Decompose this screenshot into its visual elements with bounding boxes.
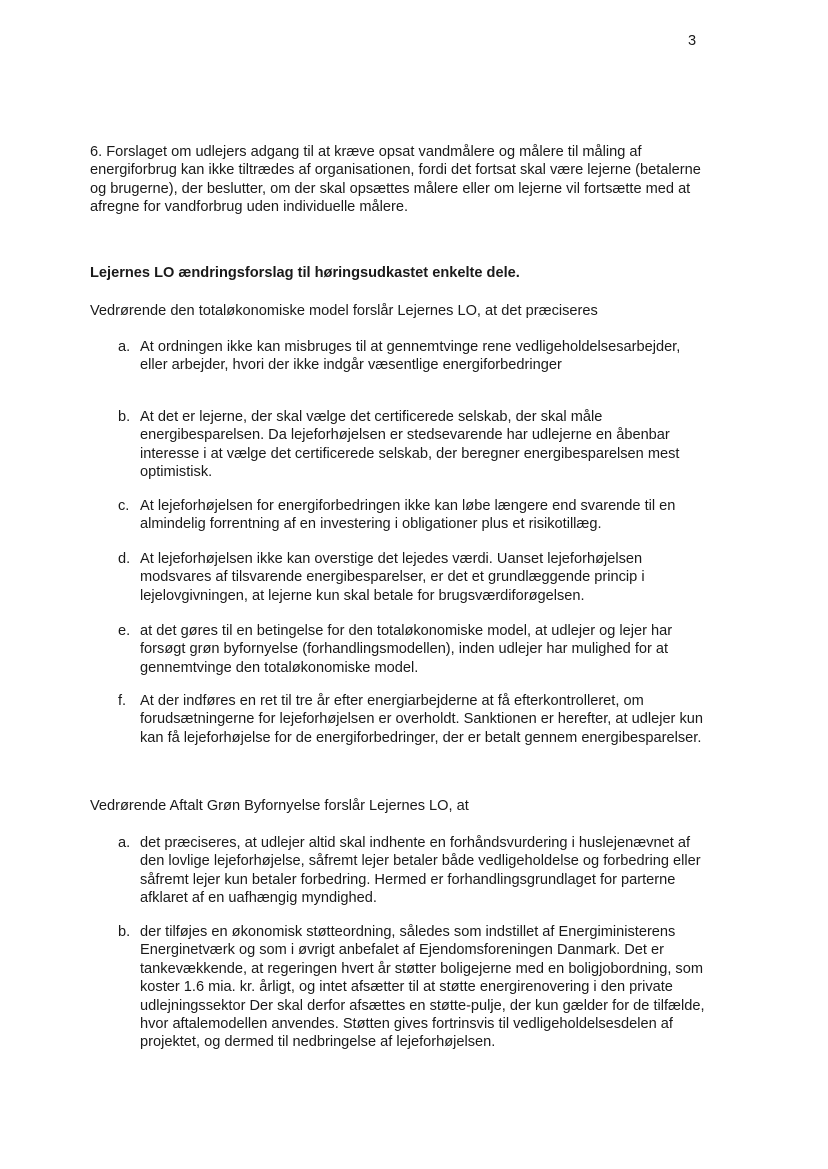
intro-green-urban-renewal: Vedrørende Aftalt Grøn Byfornyelse forslår Lejernes LO, at bbox=[90, 798, 469, 814]
list-item-text: At ordningen ikke kan misbruges til at gennemtvinge rene vedligeholdelsesarbejder, eller arbejder, hvori der ikke indgår væsentlige energiforbedringer bbox=[140, 339, 681, 374]
list-marker: f. bbox=[118, 693, 127, 709]
list-item-text: at det gøres til en betingelse for den totaløkonomiske model, at udlejer og lejer har forsøgt grøn byfornyelse (forhandlingsmodellen), inden udlejer har mulighed for at gennemtvinge den totaløkonomiske model. bbox=[140, 623, 673, 676]
list-item-text: At der indføres en ret til tre år efter energiarbejderne at få efterkontrolleret, om forudsætningerne for lejeforhøjelsen er overholdt. Sanktionen er herefter, at udlejer kun kan få lejeforhøjelse for de energiforbedringer, der er betalt gennem energibesparelser. bbox=[140, 693, 703, 746]
list-marker: b. bbox=[118, 924, 131, 940]
list-marker: a. bbox=[118, 339, 131, 355]
list-marker: c. bbox=[118, 498, 130, 514]
list-item-text: At lejeforhøjelsen for energiforbedringen ikke kan løbe længere end svarende til en almindelig forrentning af en investering i obligationer plus et risikotillæg. bbox=[140, 498, 676, 533]
list-marker: e. bbox=[118, 623, 131, 639]
list-marker: a. bbox=[118, 835, 131, 851]
list-marker: b. bbox=[118, 409, 131, 425]
list-marker: d. bbox=[118, 551, 131, 567]
page-number: 3 bbox=[688, 33, 697, 49]
list-item-text: At det er lejerne, der skal vælge det certificerede selskab, der skal måle energibesparelsen. Da lejeforhøjelsen er stedsevarende har udlejerne en åbenbar interesse i at vælge det certificerede selskab, der beregner energibesparelsen mest optimistisk. bbox=[140, 409, 680, 481]
intro-total-economic-model: Vedrørende den totaløkonomiske model forslår Lejernes LO, at det præciseres bbox=[90, 303, 598, 319]
list-item-text: At lejeforhøjelsen ikke kan overstige det lejedes værdi. Uanset lejeforhøjelsen modsvares af tilsvarende energibesparelser, er det et grundlæggende princip i lejelovgivningen, at lejerne kun skal betale for brugsværdiforøgelsen. bbox=[140, 551, 645, 604]
list-item-text: der tilføjes en økonomisk støtteordning, således som indstillet af Energiministerens Energinetværk og som i øvrigt anbefalet af Ejendomsforeningen Danmark. Det er tankevækkende, at regeringen hvert år støtter boligejerne med en boligjobordning, som koster 1.6 mia. kr. årligt, og intet afsætter til at støtte energirenovering i den private udlejningssektor Der skal derfor afsættes en støtte-pulje, der kun gælder for de tilfælde, hvor aftalemodellen anvendes. Støtten gives fortrinsvis til vedligeholdelsesdelen af projektet, og dermed til nedbringelse af lejeforhøjelsen. bbox=[140, 924, 705, 1051]
paragraph-6: 6. Forslaget om udlejers adgang til at kræve opsat vandmålere og målere til måling af energiforbrug kan ikke tiltrædes af organisationen, fordi det fortsat skal være lejerne (betalerne og brugerne), der beslutter, om der skal opsættes målere eller om lejerne vil fortsætte med at afregne for vandforbrug uden individuelle målere. bbox=[90, 144, 701, 216]
list-item-text: det præciseres, at udlejer altid skal indhente en forhåndsvurdering i huslejenævnet af den lovlige lejeforhøjelse, såfremt lejer betaler både vedligeholdelse og forbedring eller såfremt lejer kun betaler forbedring. Hermed er forhandlingsgrundlaget for parterne afklaret af en uafhængig myndighed. bbox=[140, 835, 701, 907]
section-heading: Lejernes LO ændringsforslag til høringsudkastet enkelte dele. bbox=[90, 265, 520, 281]
